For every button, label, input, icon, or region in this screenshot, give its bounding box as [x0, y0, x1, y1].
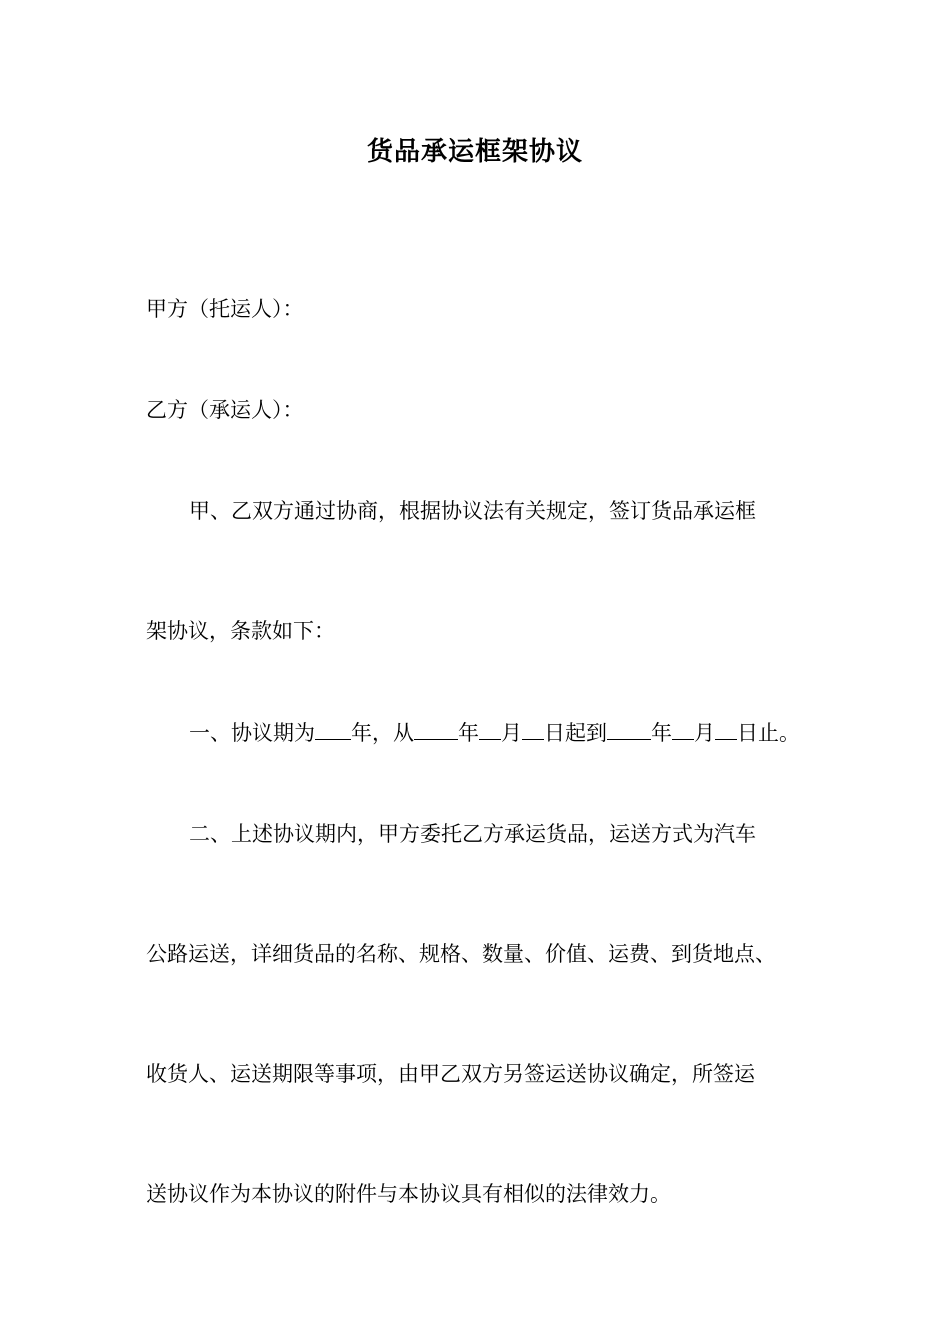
- clause-1-text: 月: [501, 721, 522, 745]
- clause-2-line-2: 公路运送，详细货品的名称、规格、数量、价值、运费、到货地点、: [146, 942, 776, 966]
- blank-start-day: [522, 719, 544, 740]
- party-b-line: 乙方（承运人）：: [146, 398, 304, 422]
- clause-1-text: 日起到: [544, 721, 607, 745]
- clause-1-text: 日止。: [737, 721, 800, 745]
- clause-2-line-1: 二、上述协议期内，甲方委托乙方承运货品，运送方式为汽车: [189, 822, 756, 846]
- blank-start-year: [414, 719, 458, 740]
- blank-end-month: [672, 719, 694, 740]
- clause-1-text: 一、协议期为: [189, 721, 315, 745]
- intro-line-2: 架协议，条款如下：: [146, 619, 335, 643]
- clause-1-text: 月: [694, 721, 715, 745]
- clause-1-text: 年: [458, 721, 479, 745]
- clause-1-text: 年: [651, 721, 672, 745]
- clause-2-line-4: 送协议作为本协议的附件与本协议具有相似的法律效力。: [146, 1182, 671, 1206]
- clause-2-line-3: 收货人、运送期限等事项，由甲乙双方另签运送协议确定，所签运: [146, 1062, 755, 1086]
- document-title: 货品承运框架协议: [366, 137, 583, 167]
- blank-end-year: [607, 719, 651, 740]
- blank-start-month: [479, 719, 501, 740]
- intro-line-1: 甲、乙双方通过协商，根据协议法有关规定，签订货品承运框: [189, 499, 756, 523]
- blank-years: [315, 719, 351, 740]
- blank-end-day: [715, 719, 737, 740]
- clause-1-line: [189, 717, 800, 749]
- party-a-line: 甲方（托运人）：: [146, 297, 304, 321]
- clause-1-text: 年，从: [351, 721, 414, 745]
